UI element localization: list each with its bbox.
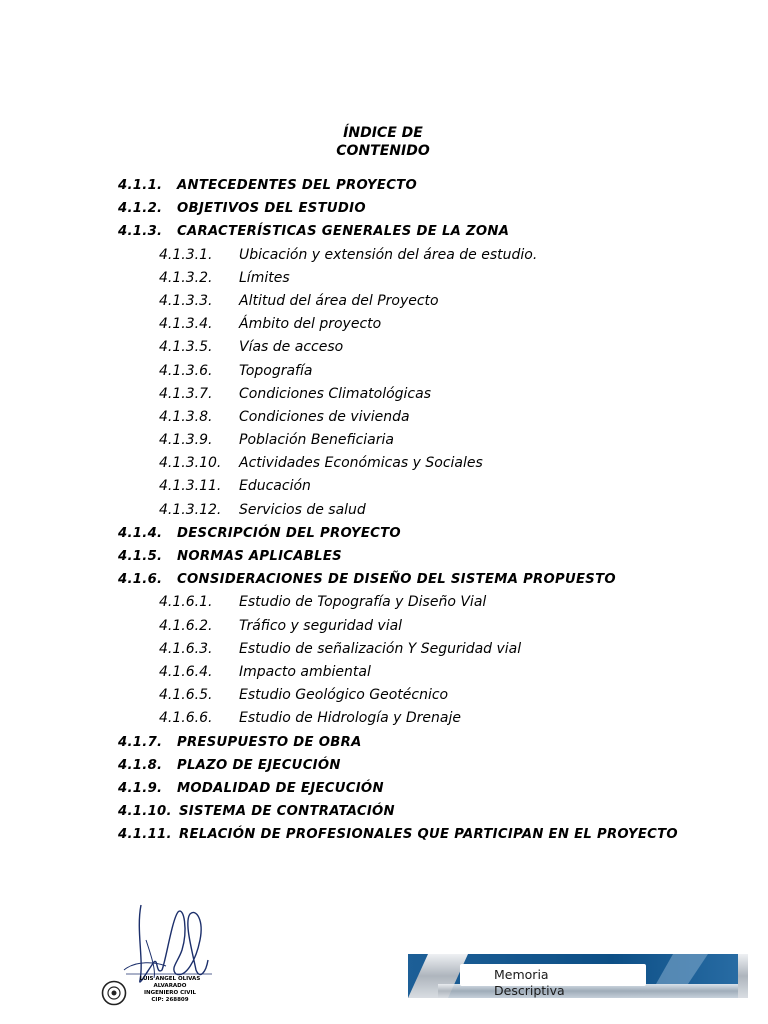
toc-number: 4.1.6.2. (159, 617, 213, 634)
toc-title: SISTEMA DE CONTRATACIÓN (179, 804, 395, 820)
toc-number: 4.1.3.8. (159, 408, 213, 425)
toc-subsection (0, 429, 768, 452)
toc-number: 4.1.3.4. (159, 316, 213, 333)
toc-subsection (0, 638, 768, 661)
toc-subsection (0, 313, 768, 336)
toc-subsection (0, 336, 768, 359)
toc-subsection (0, 383, 768, 406)
toc-section (0, 545, 768, 568)
toc-title: Estudio de Hidrología y Drenaje (239, 710, 461, 727)
toc-title: OBJETIVOS DEL ESTUDIO (177, 201, 366, 217)
toc-title: DESCRIPCIÓN DEL PROYECTO (177, 525, 401, 541)
toc-number: 4.1.9. (118, 780, 163, 796)
toc-title: PRESUPUESTO DE OBRA (177, 734, 362, 750)
toc-number: 4.1.3.7. (159, 385, 213, 402)
toc-section (0, 823, 768, 846)
toc-title: MODALIDAD DE EJECUCIÓN (177, 780, 384, 796)
toc-title: Población Beneficiaria (239, 432, 394, 449)
toc-number: 4.1.3.1. (159, 246, 213, 263)
toc-title: CONSIDERACIONES DE DISEÑO DEL SISTEMA PROPUESTO (177, 572, 616, 588)
toc-number: 4.1.2. (118, 201, 163, 217)
toc-section (0, 197, 768, 220)
toc-subsection (0, 684, 768, 707)
signature-caption (129, 976, 211, 1004)
toc-number: 4.1.6.6. (159, 710, 213, 727)
toc-title: Ámbito del proyecto (239, 316, 382, 333)
toc-subsection (0, 360, 768, 383)
toc-number: 4.1.6.1. (159, 594, 213, 611)
toc-number: 4.1.3.11. (159, 478, 222, 495)
toc-section (0, 731, 768, 754)
toc-title: Educación (239, 478, 311, 495)
toc-title: Condiciones de vivienda (239, 408, 410, 425)
toc-number: 4.1.3.2. (159, 269, 213, 286)
toc-section (0, 754, 768, 777)
toc-number: 4.1.3.9. (159, 432, 213, 449)
toc-title: Estudio de Topografía y Diseño Vial (239, 594, 487, 611)
toc-number: 4.1.1. (118, 178, 163, 193)
toc-section (0, 777, 768, 800)
toc-number: 4.1.3.3. (159, 292, 213, 309)
toc-title: NORMAS APLICABLES (177, 549, 342, 564)
toc-title: Altitud del área del Proyecto (239, 292, 439, 309)
footer-banner-label: Memoria (494, 967, 549, 982)
toc-number: 4.1.3. (118, 224, 163, 240)
signer-cip: CIP: 268809 (151, 997, 189, 1003)
toc-number: 4.1.3.6. (159, 362, 213, 379)
toc-section (0, 522, 768, 545)
title-line-1: ÍNDICE DE (343, 125, 423, 141)
toc-number: 4.1.4. (118, 525, 163, 541)
toc-number: 4.1.7. (118, 734, 163, 750)
footer-banner-label-2 (494, 983, 565, 990)
toc-number: 4.1.5. (118, 549, 163, 564)
signer-title: INGENIERO CIVIL (143, 990, 197, 996)
signer-name: LUIS ANGEL OLIVAS ALVARADO (139, 976, 201, 989)
toc-subsection (0, 290, 768, 313)
toc-title: RELACIÓN DE PROFESIONALES QUE PARTICIPAN EN EL PROYECTO (179, 827, 678, 843)
toc-subsection (0, 661, 768, 684)
toc-title: Ubicación y extensión del área de estudio. (239, 246, 538, 263)
toc-title: Estudio de señalización Y Seguridad vial (239, 640, 522, 657)
toc-subsection (0, 406, 768, 429)
toc-title: CARACTERÍSTICAS GENERALES DE LA ZONA (177, 224, 510, 240)
toc-subsection (0, 591, 768, 614)
toc-section (0, 220, 768, 243)
toc-title: PLAZO DE EJECUCIÓN (177, 757, 341, 773)
seal-stamp (101, 980, 127, 1006)
toc-title: Condiciones Climatológicas (239, 385, 432, 402)
toc-section (0, 800, 768, 823)
toc-section (0, 568, 768, 591)
toc-number: 4.1.6.5. (159, 687, 213, 704)
toc-title: Vías de acceso (239, 339, 344, 356)
toc-title: Límites (239, 269, 290, 286)
toc-number: 4.1.10. (118, 804, 172, 820)
toc-number: 4.1.6.3. (159, 640, 213, 657)
toc-number: 4.1.6. (118, 572, 163, 588)
toc-subsection (0, 475, 768, 498)
toc-title: Actividades Económicas y Sociales (239, 455, 483, 472)
title-line-2: CONTENIDO (336, 143, 430, 159)
toc-number: 4.1.3.10. (159, 455, 222, 472)
toc-subsection (0, 267, 768, 290)
toc-number: 4.1.11. (118, 827, 172, 843)
toc-title: ANTECEDENTES DEL PROYECTO (177, 178, 417, 193)
toc-title: Tráfico y seguridad vial (239, 617, 403, 634)
toc-number: 4.1.3.5. (159, 339, 213, 356)
toc-subsection (0, 499, 768, 522)
toc-subsection (0, 615, 768, 638)
toc-subsection (0, 707, 768, 730)
toc-number: 4.1.8. (118, 757, 163, 773)
toc-subsection (0, 244, 768, 267)
toc-title: Servicios de salud (239, 501, 366, 518)
toc-title: Impacto ambiental (239, 663, 371, 680)
toc-subsection (0, 452, 768, 475)
toc-section (0, 174, 768, 197)
table-of-contents (0, 174, 768, 846)
toc-number: 4.1.3.12. (159, 501, 222, 518)
toc-number: 4.1.6.4. (159, 663, 213, 680)
footer-banner (408, 954, 748, 998)
toc-title: Topografía (239, 362, 313, 379)
toc-title: Estudio Geológico Geotécnico (239, 687, 449, 704)
page-title (0, 124, 766, 160)
